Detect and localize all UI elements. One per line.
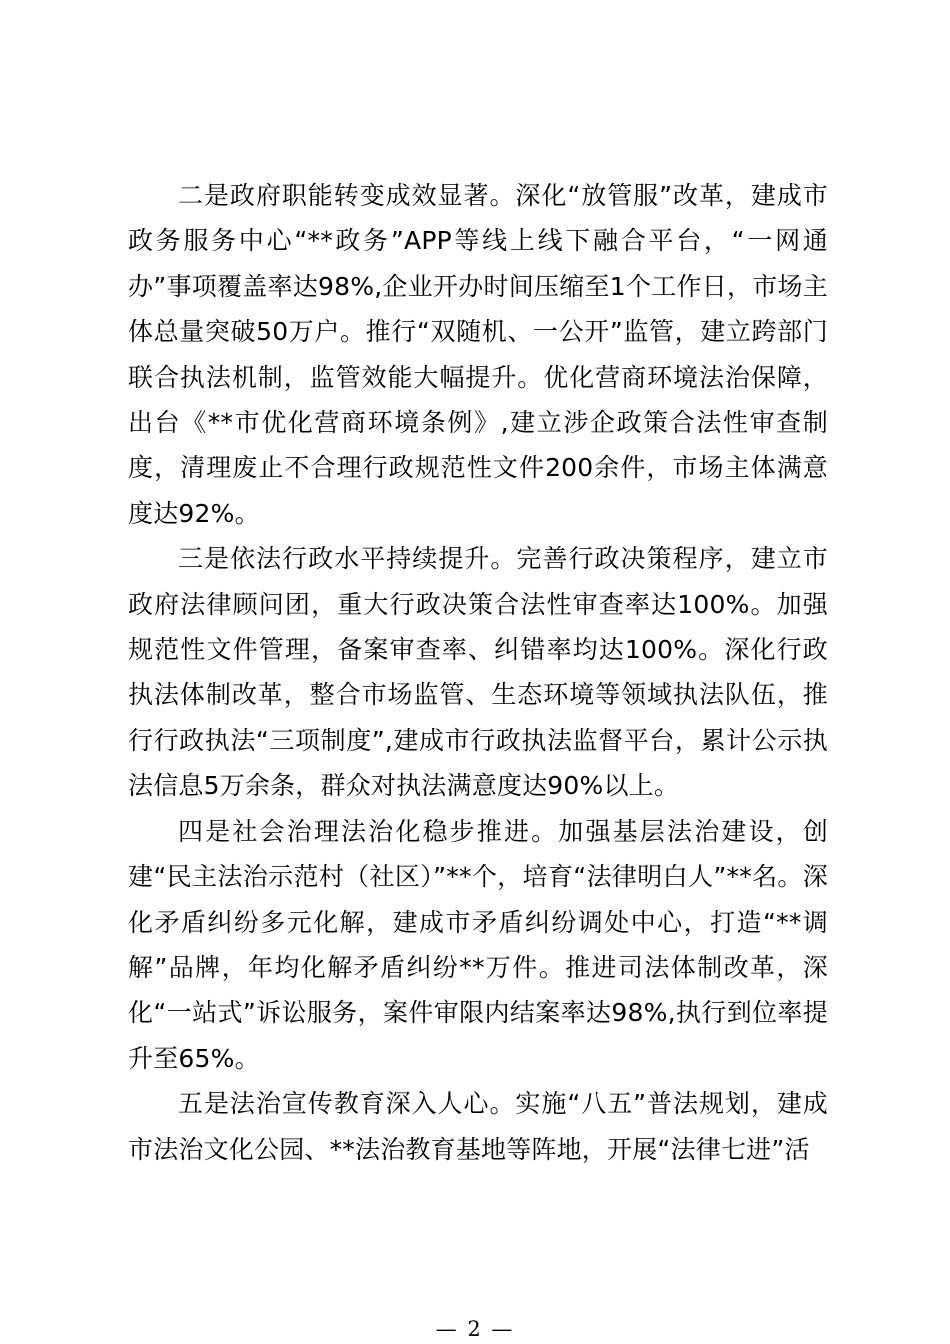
body-text xyxy=(128,173,828,1172)
paragraph-legal-education: 五是法治宣传教育深入人心。实施“八五”普法规划，建成市法治文化公园、**法治教育基地等阵地，开展“法律七进”活 xyxy=(128,1089,828,1164)
paragraph-social-governance: 四是社会治理法治化稳步推进。加强基层法治建设，创建“民主法治示范村（社区）”**个，培育“法律明白人”**名。深化矛盾纠纷多元化解，建成市矛盾纠纷调处中心，打造“**调解”品牌，年均化解矛盾纠纷**万件。推进司法体制改革，深化“一站式”诉讼服务，案件审限内结案率达98%,执行到位率提升至65%。 xyxy=(128,816,828,1073)
page-number: — 2 — xyxy=(435,1317,515,1341)
paragraph-administration-by-law: 三是依法行政水平持续提升。完善行政决策程序，建立市政府法律顾问团，重大行政决策合法性审查率达100%。加强规范性文件管理，备案审查率、纠错率均达100%。深化行政执法体制改革，整合市场监管、生态环境等领域执法队伍，推行行政执法“三项制度”,建成市行政执法监督平台，累计公示执法信息5万余条，群众对执法满意度达90%以上。 xyxy=(128,544,828,801)
paragraph-government-functions: 二是政府职能转变成效显著。深化“放管服”改革，建成市政务服务中心“**政务”APP等线上线下融合平台，“一网通办”事项覆盖率达98%,企业开办时间压缩至1个工作日，市场主体总量突破50万户。推行“双随机、一公开”监管，建立跨部门联合执法机制，监管效能大幅提升。优化营商环境法治保障，出台《**市优化营商环境条例》,建立涉企政策合法性审查制度，清理废止不合理行政规范性文件200余件，市场主体满意度达92%。 xyxy=(128,181,828,528)
